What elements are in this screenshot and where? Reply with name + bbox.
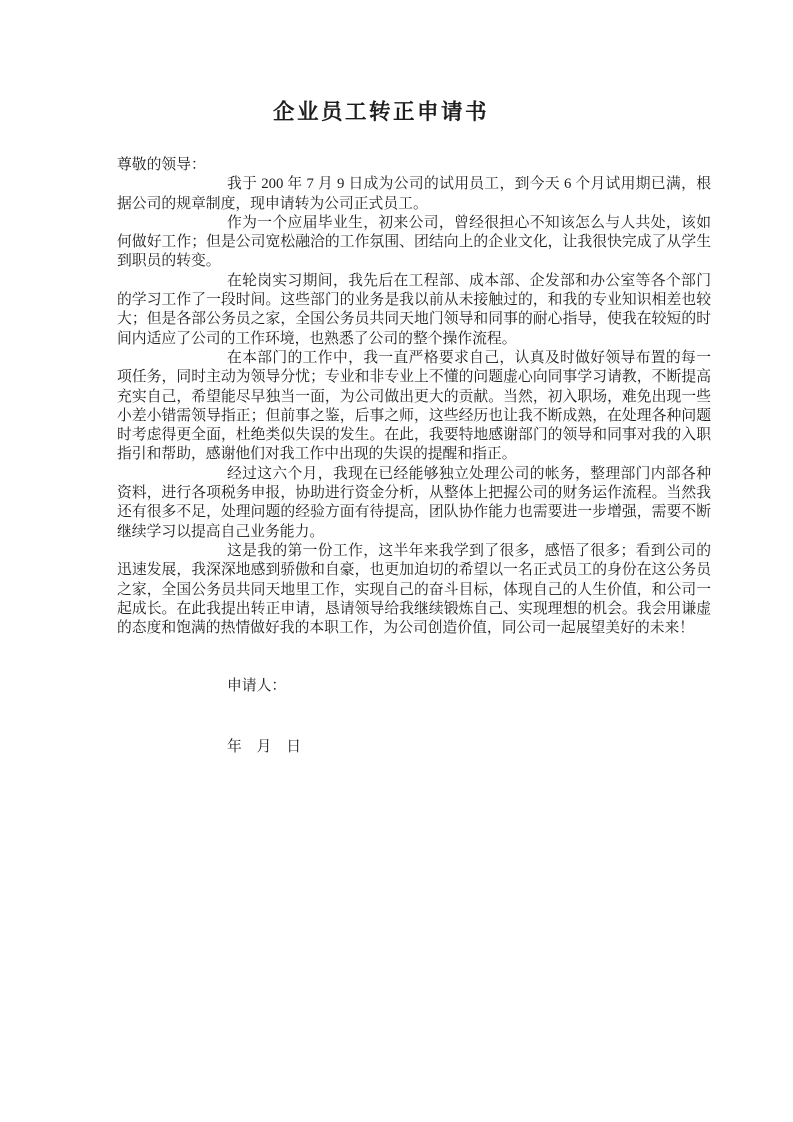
applicant-label: 申请人：	[227, 678, 287, 695]
document-title: 企业员工转正申请书	[272, 100, 489, 124]
paragraph: 我于 200 年 7 月 9 日成为公司的试用员工，到今天 6 个月试用期已满，根据公司的规章制度，现申请转为公司正式员工。	[117, 176, 711, 212]
paragraph: 在本部门的工作中，我一直严格要求自己，认真及时做好领导布置的每一项任务，同时主动为领导分忧；专业和非专业上不懂的问题虚心向同事学习请教，不断提高充实自己，希望能尽早独当一面，为公司做出更大的贡献。当然，初入职场，难免出现一些小差小错需领导指正；但前事之鉴，后事之师，这些经历也让我不断成熟，在处理各种问题时考虑得更全面，杜绝类似失误的发生。在此，我要特地感谢部门的领导和同事对我的入职指引和帮助，感谢他们对我工作中出现的失误的提醒和指正。	[117, 349, 711, 463]
document-body	[117, 156, 711, 757]
salutation: 尊敬的领导：	[117, 157, 206, 173]
paragraph: 在轮岗实习期间，我先后在工程部、成本部、企发部和办公室等各个部门的学习工作了一段时间。这些部门的业务是我以前从未接触过的，和我的专业知识相差也较大；但是各部公务员之家，全国公务员共同天地门领导和同事的耐心指导，使我在较短的时间内适应了公司的工作环境，也熟悉了公司的整个操作流程。	[117, 272, 711, 347]
date-line: 年 月 日	[227, 738, 301, 755]
paragraph: 这是我的第一份工作，这半年来我学到了很多，感悟了很多；看到公司的迅速发展，我深深地感到骄傲和自豪，也更加迫切的希望以一名正式员工的身份在这公务员之家，全国公务员共同天地里工作，实现自己的奋斗目标，体现自己的人生价值，和公司一起成长。在此我提出转正申请，恳请领导给我继续锻炼自己、实现理想的机会。我会用谦虚的态度和饱满的热情做好我的本职工作，为公司创造价值，同公司一起展望美好的未来！	[117, 542, 711, 637]
paragraph: 经过这六个月，我现在已经能够独立处理公司的帐务，整理部门内部各种资料，进行各项税务申报，协助进行资金分析，从整体上把握公司的财务运作流程。当然我还有很多不足，处理问题的经验方面有待提高，团队协作能力也需要进一步增强，需要不断继续学习以提高自己业务能力。	[117, 465, 711, 540]
body-paragraphs	[117, 175, 711, 638]
paragraph: 作为一个应届毕业生，初来公司，曾经很担心不知该怎么与人共处，该如何做好工作；但是公司宽松融洽的工作氛围、团结向上的企业文化，让我很快完成了从学生到职员的转变。	[117, 214, 711, 270]
